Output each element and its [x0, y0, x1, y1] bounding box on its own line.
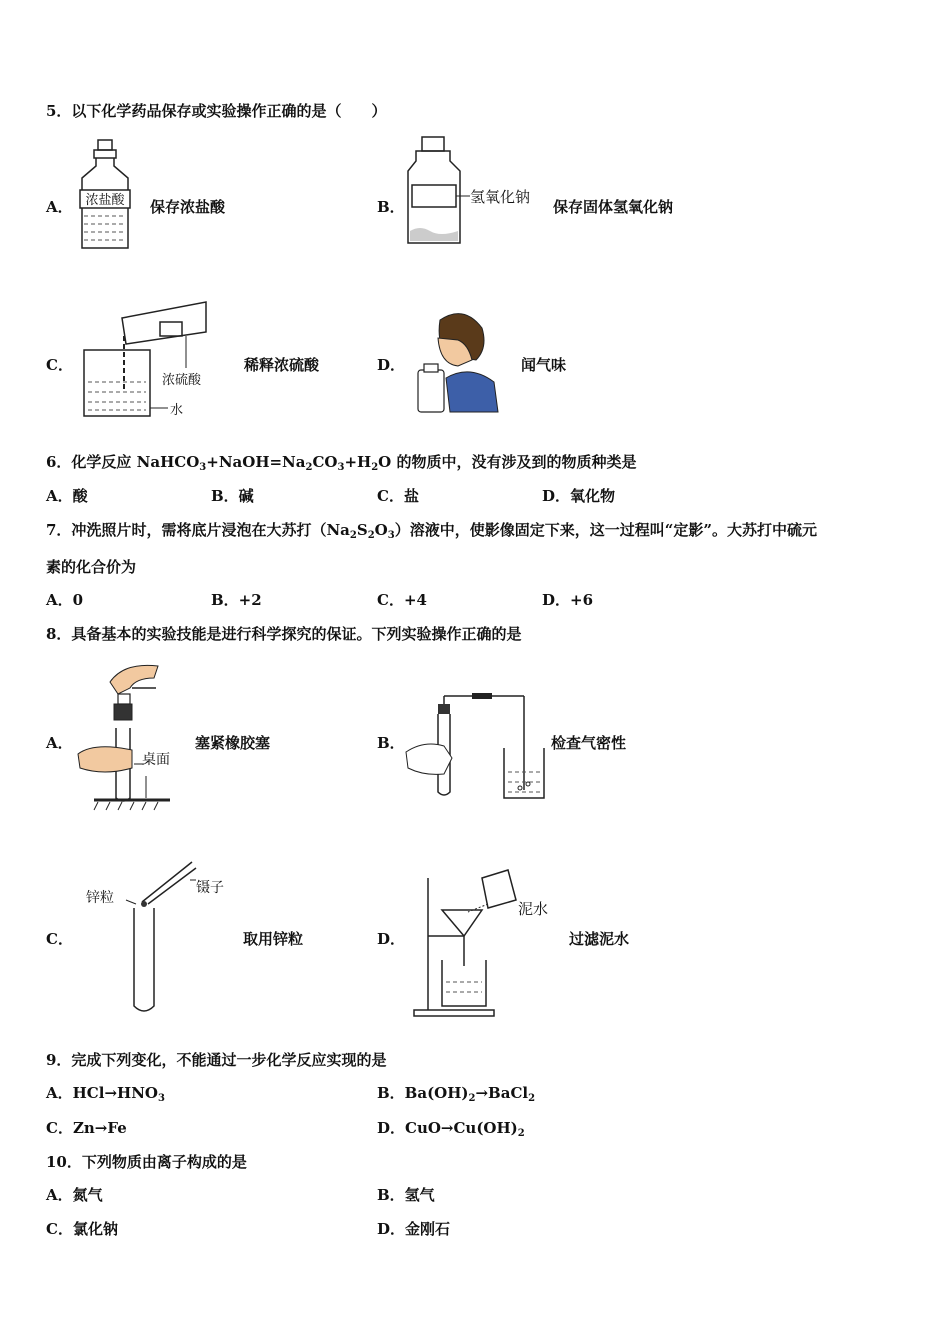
dilute-sulfuric-acid-figure	[80, 296, 220, 424]
q8-option-c-letter[interactable]: C．	[46, 930, 73, 948]
smelling-person-figure	[410, 308, 504, 416]
insert-rubber-stopper-figure	[74, 658, 174, 814]
q5-option-d-text: 闻气味	[521, 356, 567, 374]
q9-option-c[interactable]: C．Zn→Fe	[46, 1119, 127, 1137]
label-conc-sulfuric: 浓硫酸	[162, 373, 202, 388]
q8-option-b-text: 检查气密性	[551, 734, 627, 752]
q6-option-b[interactable]: B．碱	[211, 487, 254, 505]
q9-option-b[interactable]: B．$Ba(OH)_2\to BaCl_2$	[377, 1084, 536, 1104]
q7-option-c[interactable]: C．+4	[377, 591, 427, 609]
sodium-hydroxide-bottle-figure	[404, 133, 554, 249]
label-zinc: 锌粒	[86, 890, 114, 906]
q10-option-b[interactable]: B．氢气	[377, 1186, 435, 1204]
q9-stem: 9．完成下列变化，不能通过一步化学反应实现的是	[46, 1051, 387, 1069]
q10-option-c[interactable]: C．氯化钠	[46, 1220, 118, 1238]
q7-option-d[interactable]: D．+6	[542, 591, 594, 609]
label-mud-water: 泥水	[518, 900, 549, 918]
q7-stem-line1: 7．冲洗照片时，需将底片浸泡在大苏打$(Na_2S_2O_3)$溶液中，使影像固定下来，这一过程叫“定影”。大苏打中硫元	[46, 521, 817, 541]
q7-option-b[interactable]: B．+2	[211, 591, 262, 609]
filter-muddy-water-figure	[404, 866, 564, 1018]
q8-option-c-text: 取用锌粒	[243, 930, 304, 948]
q7-option-a[interactable]: A．0	[46, 591, 84, 609]
q6-option-a[interactable]: A．酸	[46, 487, 88, 505]
q8-option-d-letter[interactable]: D．	[377, 930, 406, 948]
label-table: 桌面	[142, 752, 170, 768]
q5-option-c-letter[interactable]: C．	[46, 356, 73, 374]
take-zinc-granule-figure	[84, 856, 234, 1018]
label-water: 水	[170, 403, 184, 418]
hydrochloric-acid-bottle-figure	[74, 138, 136, 252]
q6-option-d[interactable]: D．氧化物	[542, 487, 616, 505]
q8-option-b-letter[interactable]: B．	[377, 734, 405, 752]
q10-option-a[interactable]: A．氮气	[46, 1186, 103, 1204]
q10-option-d[interactable]: D．金刚石	[377, 1220, 451, 1238]
q6-option-c[interactable]: C．盐	[377, 487, 419, 505]
q5-option-b-letter[interactable]: B．	[377, 198, 405, 216]
bottle-label-naoh: 氢氧化钠	[470, 188, 531, 206]
q8-option-d-text: 过滤泥水	[569, 930, 630, 948]
q8-option-a-text: 塞紧橡胶塞	[195, 734, 271, 752]
q5-option-a-text: 保存浓盐酸	[150, 198, 226, 216]
q5-option-b-text: 保存固体氢氧化钠	[553, 198, 674, 216]
q5-stem: 5．以下化学药品保存或实验操作正确的是（ ）	[46, 102, 387, 120]
q8-option-a-letter[interactable]: A．	[46, 734, 73, 752]
q5-option-c-text: 稀释浓硫酸	[244, 356, 320, 374]
q7-stem-line2: 素的化合价为	[46, 558, 137, 576]
q9-option-d[interactable]: D．$CuO\to Cu(OH)_2$	[377, 1119, 525, 1139]
q8-stem: 8．具备基本的实验技能是进行科学探究的保证。下列实验操作正确的是	[46, 625, 522, 643]
airtightness-check-figure	[404, 692, 550, 804]
q9-option-a[interactable]: A．$HCl\to HNO_3$	[46, 1084, 165, 1104]
q10-stem: 10．下列物质由离子构成的是	[46, 1153, 247, 1171]
q5-option-a-letter[interactable]: A．	[46, 198, 73, 216]
bottle-label-hcl: 浓盐酸	[85, 193, 125, 208]
q5-option-d-letter[interactable]: D．	[377, 356, 406, 374]
label-tweezers: 镊子	[196, 880, 224, 896]
q6-stem: 6．化学反应 $NaHCO_3+NaOH=Na_2CO_3+H_2O$ 的物质中，没有涉及到的物质种类是	[46, 453, 637, 473]
